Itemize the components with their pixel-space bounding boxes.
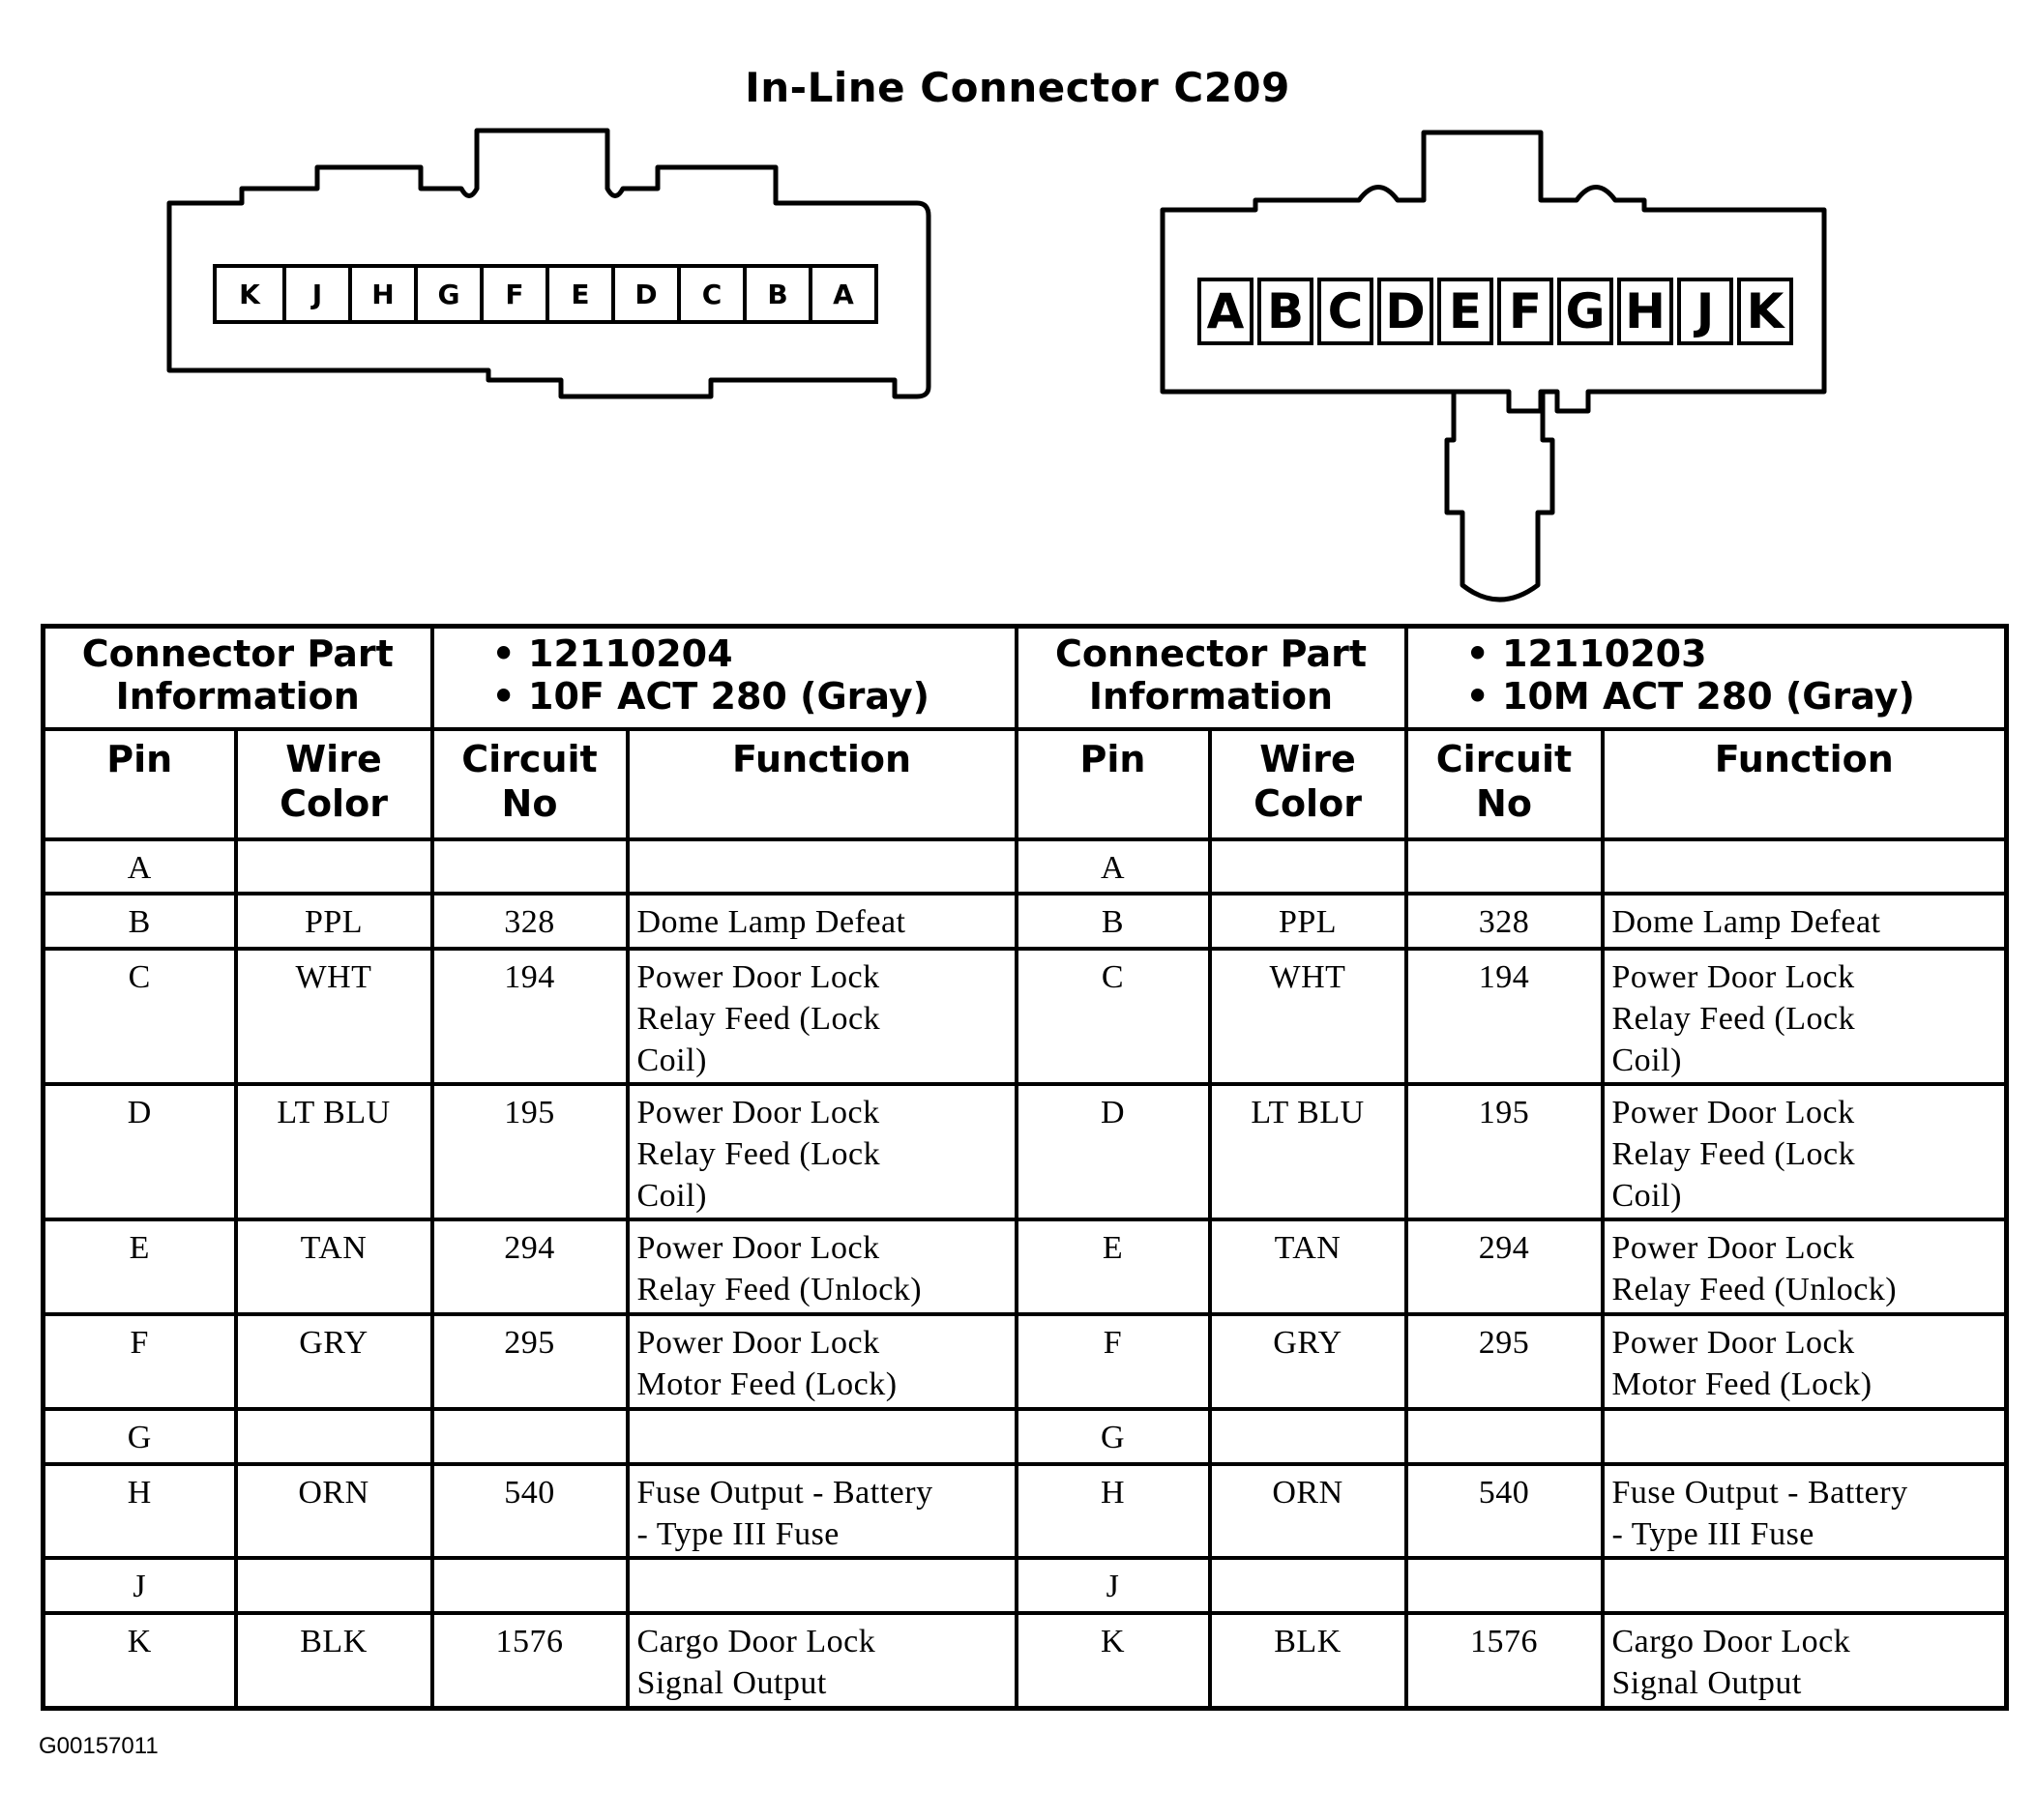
circuit-no-cell: 294	[1406, 1219, 1603, 1314]
circuit-no-cell	[432, 839, 628, 894]
circuit-no-cell: 540	[1406, 1464, 1603, 1558]
function-line: Coil)	[1611, 1178, 1682, 1214]
female-pin-row	[213, 264, 878, 324]
function-cell	[628, 1464, 1017, 1558]
header-pin: Pin	[1017, 729, 1210, 839]
table-row	[44, 1613, 2007, 1708]
function-cell	[1603, 894, 2007, 949]
function-line: Power Door Lock	[636, 1095, 880, 1130]
pin-cell: E	[1017, 1219, 1210, 1314]
function-line: Fuse Output - Battery	[1611, 1475, 1908, 1511]
pin-cell: E	[44, 1219, 236, 1314]
wire-color-cell: WHT	[1210, 949, 1406, 1084]
female-connector-pin: A	[809, 268, 874, 320]
wire-color-cell: PPL	[236, 894, 432, 949]
table-row	[44, 1219, 2007, 1314]
male-connector-pin: G	[1557, 278, 1613, 345]
left-part-number: • 12110204	[491, 632, 733, 675]
function-cell	[1603, 1219, 2007, 1314]
function-line: Fuse Output - Battery	[636, 1475, 933, 1511]
wire-color-cell	[236, 1558, 432, 1613]
pin-cell: J	[44, 1558, 236, 1613]
function-cell	[628, 1558, 1017, 1613]
male-connector-pin: A	[1197, 278, 1253, 345]
table-row	[44, 839, 2007, 894]
function-line: Coil)	[636, 1178, 707, 1214]
female-connector-pin: D	[611, 268, 677, 320]
header-function: Function	[628, 729, 1017, 839]
function-cell	[628, 839, 1017, 894]
function-line: Coil)	[636, 1042, 707, 1078]
header-wire-color: Wire Color	[236, 729, 432, 839]
function-line: Power Door Lock	[636, 1230, 880, 1266]
wire-color-cell: LT BLU	[236, 1084, 432, 1219]
table-row	[44, 1464, 2007, 1558]
female-connector-pin: K	[239, 278, 260, 310]
pin-cell: H	[44, 1464, 236, 1558]
function-line: Motor Feed (Lock)	[636, 1366, 898, 1402]
header-wire-color: Wire Color	[1210, 729, 1406, 839]
pin-cell: H	[1017, 1464, 1210, 1558]
function-line: Power Door Lock	[1611, 1230, 1855, 1266]
function-line: Signal Output	[1611, 1665, 1802, 1701]
function-cell	[628, 949, 1017, 1084]
pin-cell: F	[1017, 1314, 1210, 1409]
function-line: Coil)	[1611, 1042, 1682, 1078]
header-circuit-no: Circuit No	[432, 729, 628, 839]
wire-color-cell: TAN	[1210, 1219, 1406, 1314]
function-cell	[628, 894, 1017, 949]
circuit-no-cell	[1406, 1409, 1603, 1464]
wire-color-cell: ORN	[236, 1464, 432, 1558]
male-connector-pin: E	[1437, 278, 1493, 345]
wire-color-cell: PPL	[1210, 894, 1406, 949]
pin-cell: A	[1017, 839, 1210, 894]
right-part-number: • 12110203	[1465, 632, 1707, 675]
table-row	[44, 949, 2007, 1084]
function-line: Dome Lamp Defeat	[636, 904, 906, 940]
circuit-no-cell: 195	[432, 1084, 628, 1219]
table-row	[44, 1314, 2007, 1409]
circuit-no-cell	[1406, 839, 1603, 894]
diagram-title: In-Line Connector C209	[745, 64, 1290, 111]
part-info-row	[44, 627, 2007, 730]
wire-color-cell: LT BLU	[1210, 1084, 1406, 1219]
right-info-label	[1017, 627, 1406, 730]
female-connector-pin: J	[282, 268, 348, 320]
function-cell	[1603, 949, 2007, 1084]
right-part-desc: • 10M ACT 280 (Gray)	[1465, 675, 1915, 718]
function-cell	[1603, 1613, 2007, 1708]
circuit-no-cell	[432, 1558, 628, 1613]
left-part-desc: • 10F ACT 280 (Gray)	[491, 675, 929, 718]
pin-cell: G	[44, 1409, 236, 1464]
function-line: Relay Feed (Lock	[1611, 1001, 1856, 1037]
wire-color-cell	[236, 839, 432, 894]
function-line: Cargo Door Lock	[636, 1624, 876, 1659]
female-connector	[145, 121, 958, 411]
function-cell	[628, 1409, 1017, 1464]
function-cell	[628, 1314, 1017, 1409]
male-connector-pin: F	[1497, 278, 1553, 345]
info-label-line: Connector Part	[81, 632, 394, 675]
wire-color-cell	[1210, 1409, 1406, 1464]
function-cell	[628, 1084, 1017, 1219]
info-label-line: Information	[115, 675, 360, 718]
function-cell	[628, 1219, 1017, 1314]
circuit-no-cell: 295	[1406, 1314, 1603, 1409]
info-label-line: Connector Part	[1054, 632, 1368, 675]
female-connector-pin: C	[677, 268, 743, 320]
circuit-no-cell: 194	[432, 949, 628, 1084]
male-connector-pin: B	[1257, 278, 1313, 345]
header-function: Function	[1603, 729, 2007, 839]
function-line: Power Door Lock	[636, 959, 880, 995]
pin-cell: D	[44, 1084, 236, 1219]
female-connector-pin: B	[743, 268, 809, 320]
function-cell	[1603, 1084, 2007, 1219]
pin-cell: G	[1017, 1409, 1210, 1464]
left-info-label	[44, 627, 432, 730]
function-line: Power Door Lock	[1611, 1095, 1855, 1130]
male-connector-pin: D	[1377, 278, 1433, 345]
function-cell	[1603, 1409, 2007, 1464]
function-line: Relay Feed (Unlock)	[636, 1272, 923, 1307]
male-connector-pin: K	[1737, 278, 1793, 345]
table-row	[44, 1084, 2007, 1219]
male-pin-row	[1197, 278, 1793, 345]
male-connector-pin: C	[1317, 278, 1373, 345]
pin-cell: K	[1017, 1613, 1210, 1708]
wire-color-cell: ORN	[1210, 1464, 1406, 1558]
circuit-no-cell: 1576	[1406, 1613, 1603, 1708]
male-connector	[1151, 121, 1847, 604]
wire-color-cell: GRY	[1210, 1314, 1406, 1409]
function-line: - Type III Fuse	[1611, 1516, 1814, 1552]
right-part-info	[1406, 627, 2007, 730]
pin-cell: B	[44, 894, 236, 949]
pin-cell: C	[1017, 949, 1210, 1084]
wire-color-cell: TAN	[236, 1219, 432, 1314]
male-connector-pin: H	[1617, 278, 1673, 345]
circuit-no-cell: 295	[432, 1314, 628, 1409]
wire-color-cell: BLK	[236, 1613, 432, 1708]
pin-cell: C	[44, 949, 236, 1084]
circuit-no-cell: 1576	[432, 1613, 628, 1708]
pin-cell: J	[1017, 1558, 1210, 1613]
wire-color-cell	[1210, 1558, 1406, 1613]
function-line: Power Door Lock	[1611, 959, 1855, 995]
function-line: Relay Feed (Unlock)	[1611, 1272, 1898, 1307]
function-cell	[628, 1613, 1017, 1708]
table-row	[44, 1558, 2007, 1613]
table-row	[44, 1409, 2007, 1464]
function-line: Power Door Lock	[636, 1325, 880, 1361]
function-cell	[1603, 1558, 2007, 1613]
function-line: - Type III Fuse	[636, 1516, 840, 1552]
info-label-line: Information	[1088, 675, 1334, 718]
wire-color-cell	[236, 1409, 432, 1464]
function-cell	[1603, 1314, 2007, 1409]
left-part-info	[432, 627, 1017, 730]
female-connector-pin: E	[546, 268, 611, 320]
circuit-no-cell: 195	[1406, 1084, 1603, 1219]
wire-color-cell: BLK	[1210, 1613, 1406, 1708]
function-line: Cargo Door Lock	[1611, 1624, 1851, 1659]
function-line: Signal Output	[636, 1665, 827, 1701]
male-connector-outline	[1151, 121, 1847, 604]
male-connector-pin: J	[1677, 278, 1733, 345]
pin-cell: B	[1017, 894, 1210, 949]
pin-cell: A	[44, 839, 236, 894]
female-connector-pin: G	[414, 268, 480, 320]
function-line: Relay Feed (Lock	[636, 1136, 881, 1172]
function-cell	[1603, 839, 2007, 894]
circuit-no-cell: 540	[432, 1464, 628, 1558]
circuit-no-cell	[1406, 1558, 1603, 1613]
function-line: Dome Lamp Defeat	[1611, 904, 1881, 940]
pin-cell: D	[1017, 1084, 1210, 1219]
wire-color-cell	[1210, 839, 1406, 894]
wire-color-cell: GRY	[236, 1314, 432, 1409]
circuit-no-cell: 328	[1406, 894, 1603, 949]
table-row	[44, 894, 2007, 949]
pin-cell: K	[44, 1613, 236, 1708]
header-circuit-no: Circuit No	[1406, 729, 1603, 839]
function-line: Relay Feed (Lock	[636, 1001, 881, 1037]
circuit-no-cell: 294	[432, 1219, 628, 1314]
wire-color-cell: WHT	[236, 949, 432, 1084]
pin-cell: F	[44, 1314, 236, 1409]
column-header-row	[44, 729, 2007, 839]
header-pin: Pin	[44, 729, 236, 839]
function-line: Relay Feed (Lock	[1611, 1136, 1856, 1172]
function-line: Power Door Lock	[1611, 1325, 1855, 1361]
female-connector-pin: F	[480, 268, 546, 320]
female-connector-pin: H	[348, 268, 414, 320]
figure-code: G00157011	[39, 1733, 159, 1759]
circuit-no-cell	[432, 1409, 628, 1464]
connector-pin-table	[41, 624, 2009, 1711]
circuit-no-cell: 328	[432, 894, 628, 949]
function-line: Motor Feed (Lock)	[1611, 1366, 1873, 1402]
circuit-no-cell: 194	[1406, 949, 1603, 1084]
function-cell	[1603, 1464, 2007, 1558]
